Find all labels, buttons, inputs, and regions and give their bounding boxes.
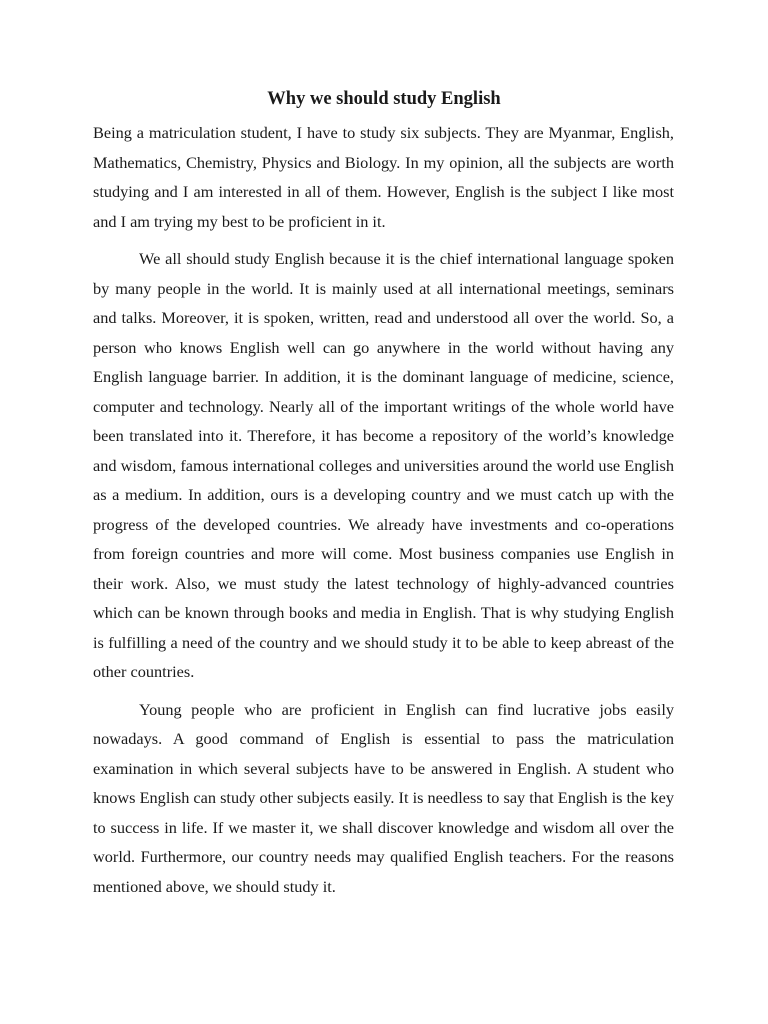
paragraph-international-language: We all should study English because it is the chief international language spoken by many people in the world. It is mainly used at all international meetings, seminars and talks. Moreover, it is spoken, written, read and understood all over the world. So, a person who knows English well can go anywhere in the world without having any English language barrier. In addition, it is the dominant language of medicine, science, computer and technology. Nearly all of the important writings of the whole world have been translated into it. Therefore, it has become a repository of the world’s knowledge and wisdom, famous international colleges and universities around the world use English as a medium. In addition, ours is a developing country and we must catch up with the progress of the developed countries. We already have investments and co-operations from foreign countries and more will come. Most business companies use English in their work. Also, we must study the latest technology of highly-advanced countries which can be known through books and media in English. That is why studying English is fulfilling a need of the country and we should study it to be able to keep abreast of the other countries. [93,249,674,681]
document-title: Why we should study English [267,89,501,109]
paragraph-career-benefits: Young people who are proficient in English can find lucrative jobs easily nowadays. A good command of English is essential to pass the matriculation examination in which several subjects have to be answered in English. A student who knows English can study other subjects easily. It is needless to say that English is the key to success in life. If we master it, we shall discover knowledge and wisdom all over the world. Furthermore, our country needs may qualified English teachers. For the reasons mentioned above, we should study it. [93,699,674,896]
paragraph-intro: Being a matriculation student, I have to study six subjects. They are Myanmar, English, Mathematics, Chemistry, Physics and Biology. In my opinion, all the subjects are worth studying and I am interested in all of them. However, English is the subject I like most and I am trying my best to be proficient in it. [93,123,674,231]
document-body [93,118,674,909]
